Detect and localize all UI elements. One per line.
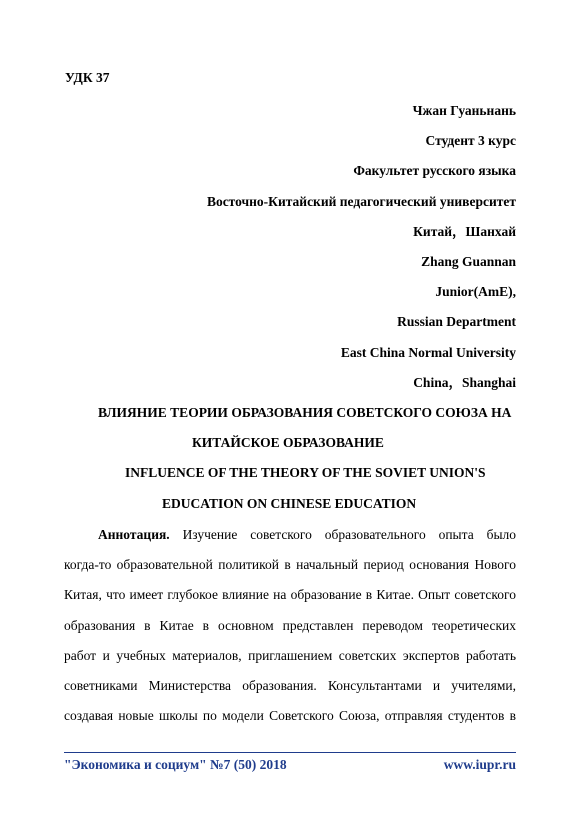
author-location-ru: Китай，Шанхай [413, 223, 516, 239]
abstract-line: работ и учебных материалов, приглашением советских экспертов работать [64, 647, 516, 663]
abstract-line: когда-то образовательной политикой в начальный период основания Нового [64, 557, 516, 573]
author-name-ru: Чжан Гуаньнань [412, 103, 516, 118]
footer-journal: "Экономика и социум" №7 (50) 2018 [64, 757, 287, 772]
author-block [207, 96, 516, 398]
author-status-ru: Студент 3 курс [425, 133, 516, 149]
page-footer [64, 757, 516, 773]
abstract-line: советниками Министерства образования. Консультантами и учителями, [64, 678, 516, 694]
abstract-text: Изучение советского образовательного опыта было [182, 527, 516, 542]
footer-website-link[interactable]: www.iupr.ru [443, 757, 516, 772]
abstract-line: Китая, что имеет глубокое влияние на образование в Китае. Опыт советского [64, 587, 516, 603]
author-location-en: China，Shanghai [413, 374, 516, 390]
abstract-heading: Аннотация. [98, 527, 170, 542]
author-university-en: East China Normal University [340, 344, 516, 360]
title-en-line-2: EDUCATION ON CHINESE EDUCATION [162, 495, 417, 511]
udk-code: УДК 37 [65, 70, 110, 85]
author-name-en: Zhang Guannan [421, 254, 516, 270]
author-university-ru: Восточно-Китайский педагогический университет [206, 193, 516, 209]
author-department-en: Russian Department [397, 314, 516, 330]
title-ru-line-2: КИТАЙСКОЕ ОБРАЗОВАНИЕ [192, 435, 384, 451]
title-en-line-1: INFLUENCE OF THE THEORY OF THE SOVIET UNION'S [125, 465, 486, 481]
author-faculty-ru: Факультет русского языка [353, 163, 516, 179]
title-ru-line-1: ВЛИЯНИЕ ТЕОРИИ ОБРАЗОВАНИЯ СОВЕТСКОГО СОЮЗА НА [98, 405, 512, 420]
author-status-en: Junior(AmE), [435, 284, 516, 300]
article-title [64, 398, 516, 519]
abstract-line [64, 520, 516, 550]
footer-divider [64, 752, 516, 753]
abstract-line: образования в Китае в основном представлен переводом теоретических [64, 617, 516, 633]
abstract [64, 520, 516, 731]
abstract-line: создавая новые школы по модели Советского Союза, отправляя студентов в [64, 708, 516, 724]
